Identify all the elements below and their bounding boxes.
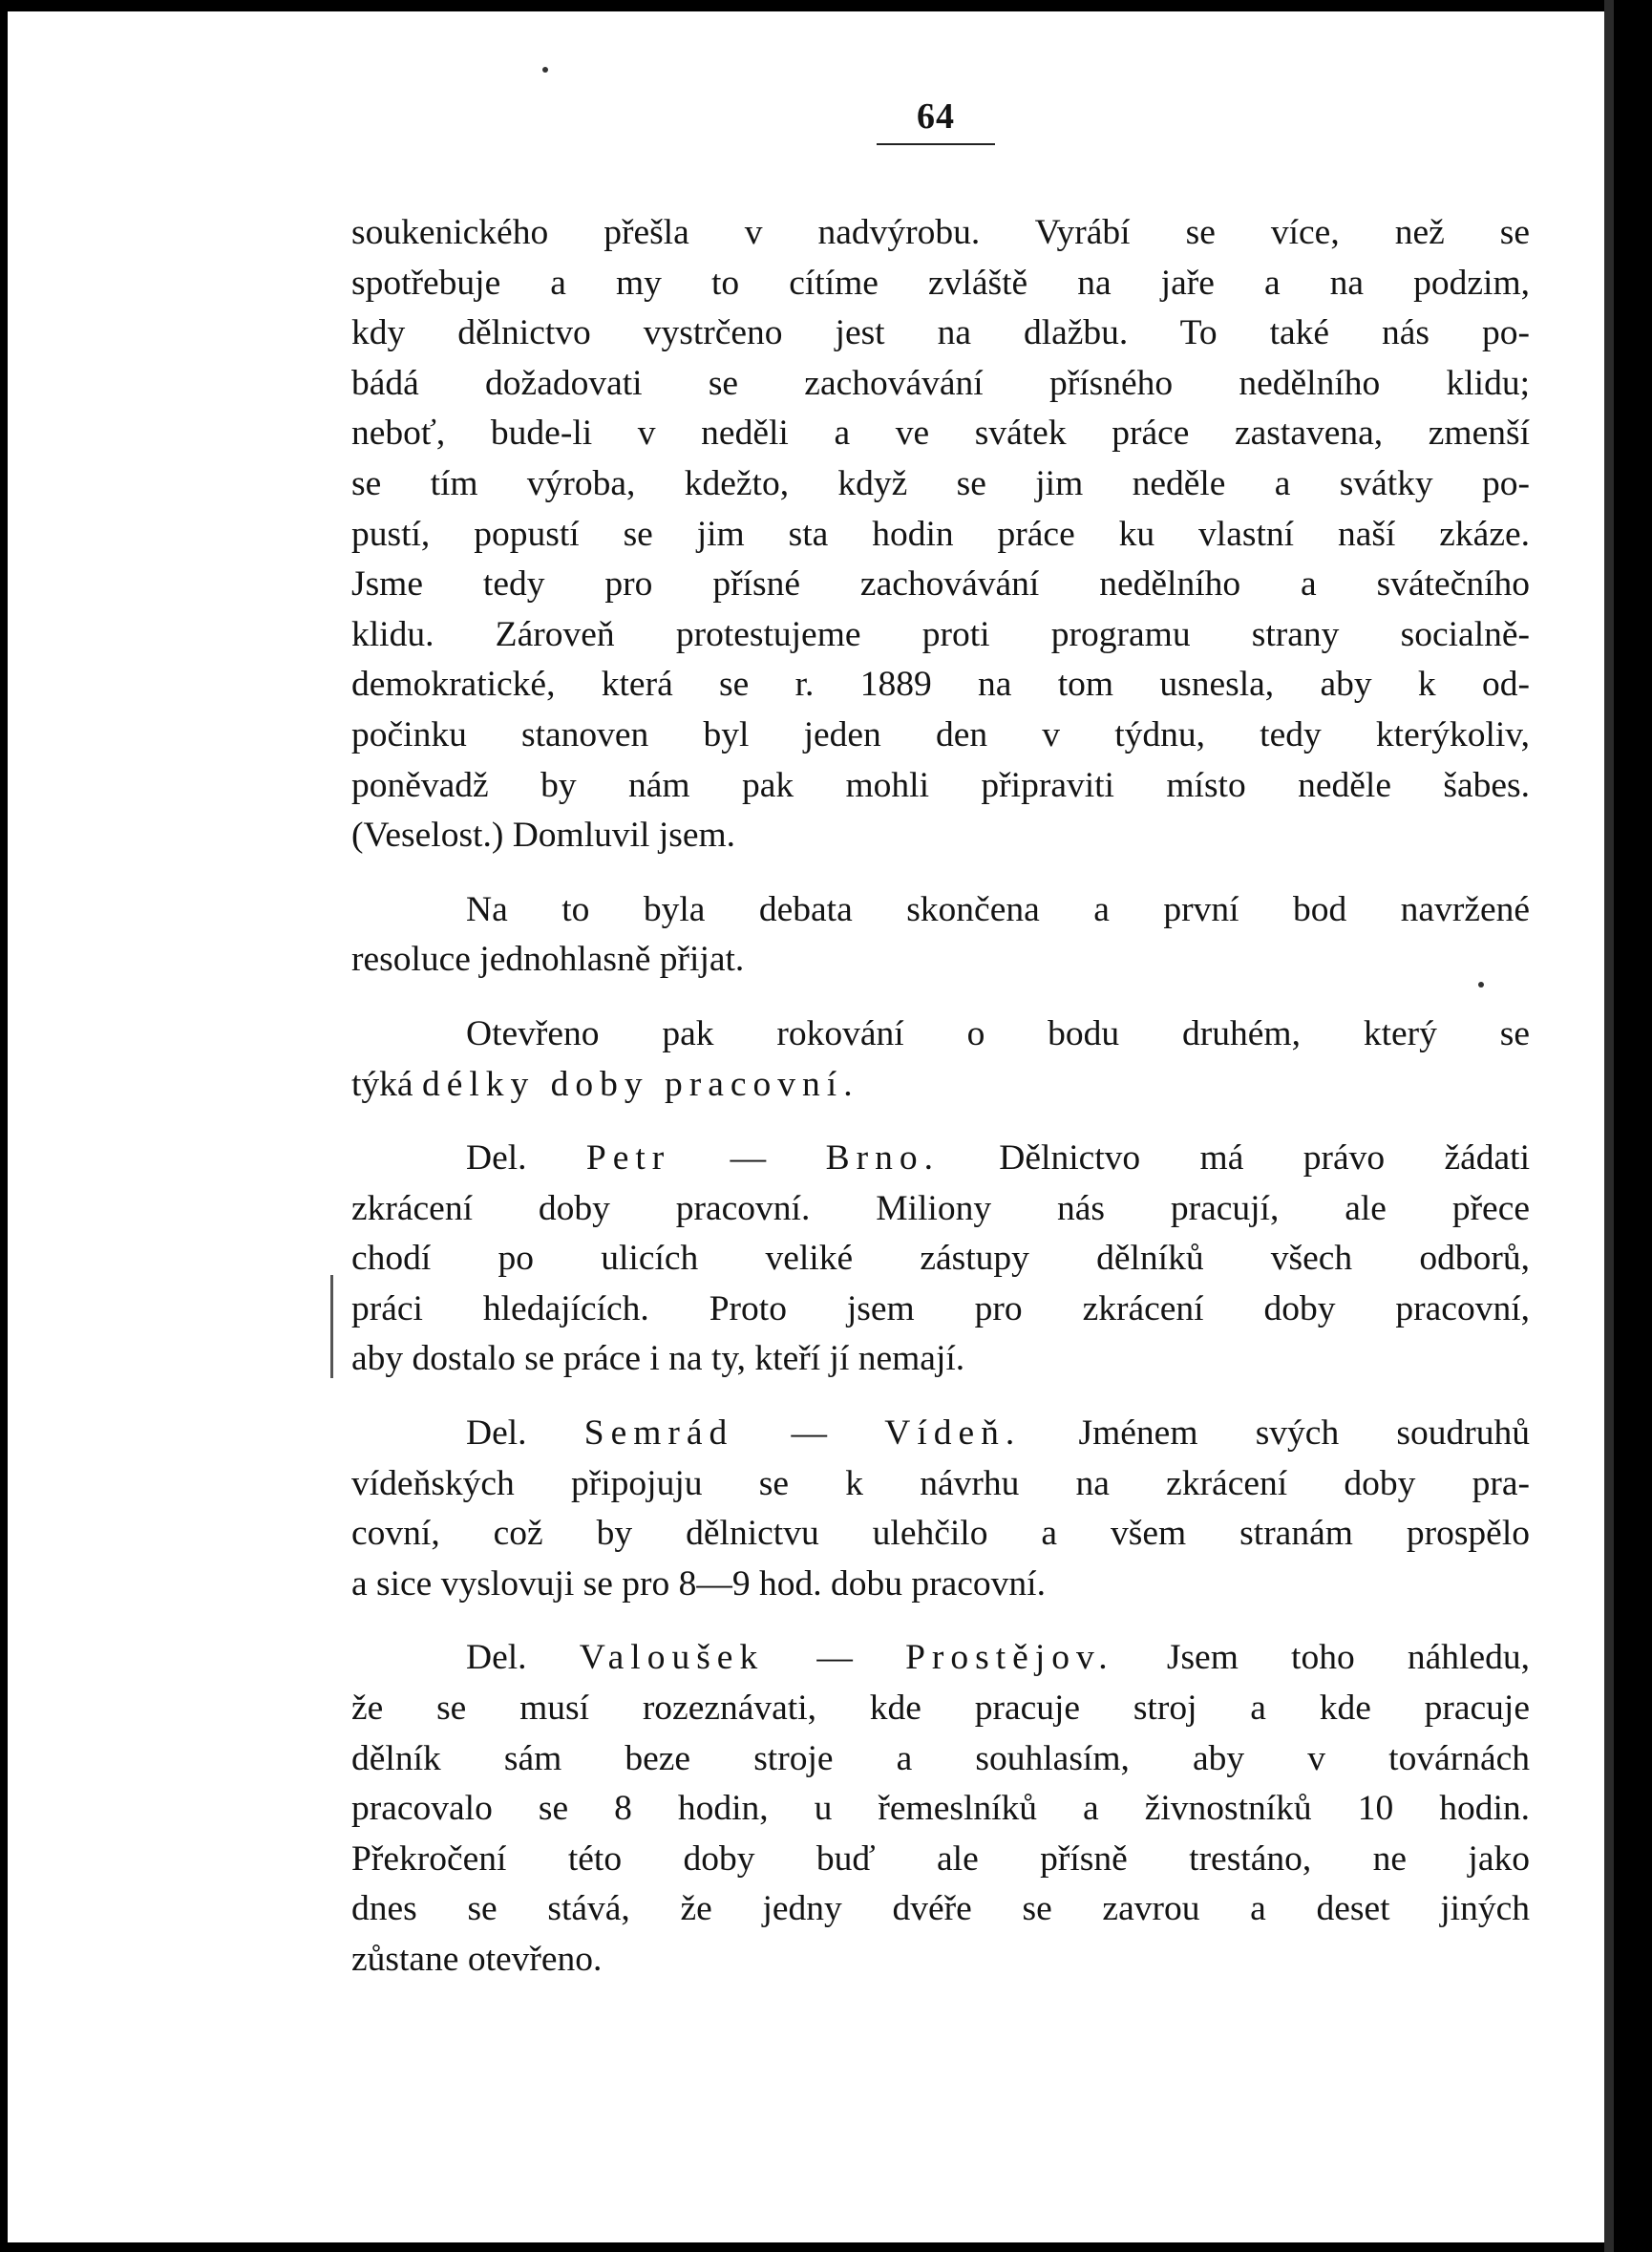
text-line: pracovalo se 8 hodin, u řemeslníků a živnostníků 10 hodin. [351, 1789, 1530, 1829]
speaker-name: Semrád [583, 1413, 734, 1454]
text-run: týká [351, 1064, 422, 1104]
delegate-prefix: Del. [466, 1638, 580, 1678]
delegate-prefix: Del. [466, 1138, 586, 1179]
text-line: Překročení této doby buď ale přísně trestáno, ne jako [351, 1838, 1530, 1879]
text-line: že se musí rozeznávati, kde pracuje stroj a kde pracuje [351, 1689, 1530, 1729]
text-line: se tím výroba, kdežto, když se jim neděle a svátky po- [351, 463, 1530, 503]
text-line: zůstane otevřeno. [351, 1940, 603, 1979]
text-line [351, 1633, 1530, 1684]
page-number-rule [877, 143, 995, 145]
text-line: spotřebuje a my to cítíme zvláště na jaře a na podzim, [351, 263, 1530, 303]
text-line: poněvadž by nám pak mohli připraviti místo neděle šabes. [351, 765, 1530, 805]
speaker-name: Petr [585, 1138, 671, 1179]
text-line: bádá dožadovati se zachovávání přísného nedělního klidu; [351, 363, 1530, 403]
text-line: chodí po ulicích veliké zástupy dělníků všech odborů, [351, 1239, 1530, 1279]
delegate-prefix: Del. [466, 1413, 584, 1454]
text-line: Na to byla debata skončena a první bod navržené [466, 889, 1530, 929]
text-line: Jsme tedy pro přísné zachovávání nedělního a svátečního [351, 564, 1530, 605]
dash: — [733, 1413, 885, 1454]
text-line: zkrácení doby pracovní. Miliony nás pracují, ale přece [351, 1188, 1530, 1228]
text-line: vídeňských připojuju se k návrhu na zkrácení doby pra- [351, 1463, 1530, 1503]
speaker-city: Brno. [825, 1138, 940, 1179]
text-line: (Veselost.) Domluvil jsem. [351, 816, 736, 856]
text-run: Jsem toho náhledu, [1113, 1638, 1530, 1678]
dash: — [670, 1138, 826, 1179]
text-line: Otevřeno pak rokování o bodu druhém, který se [466, 1013, 1530, 1053]
text-line: počinku stanoven byl jeden den v týdnu, tedy kterýkoliv, [351, 714, 1530, 754]
speech-paragraph [351, 1633, 1530, 1985]
scan-speck [542, 67, 548, 73]
text-line [351, 1134, 1530, 1184]
margin-mark [330, 1275, 333, 1378]
text-line: kdy dělnictvo vystrčeno jest na dlažbu. To také nás po- [351, 313, 1530, 353]
text-line: a sice vyslovuji se pro 8—9 hod. dobu pracovní. [351, 1563, 1046, 1604]
speaker-city: Vídeň. [884, 1413, 1022, 1454]
paragraph [351, 208, 1530, 861]
text-line: klidu. Zároveň protestujeme proti programu strany socialně- [351, 614, 1530, 654]
page-body [351, 208, 1530, 1986]
text-run: Jménem svých soudruhů [1021, 1413, 1530, 1454]
paragraph [351, 885, 1530, 986]
text-line [351, 1409, 1530, 1459]
text-line: demokratické, která se r. 1889 na tom usnesla, aby k od- [351, 665, 1530, 705]
spaced-emphasis: délky doby pracovní. [421, 1064, 859, 1104]
text-line: covní, což by dělnictvu ulehčilo a všem stranám prospělo [351, 1514, 1530, 1554]
page-number: 64 [917, 96, 955, 137]
text-line: pustí, popustí se jim sta hodin práce ku vlastní naší zkáze. [351, 514, 1530, 554]
text-run: Dělnictvo má právo žádati [939, 1138, 1531, 1179]
dash: — [764, 1638, 906, 1678]
speaker-city: Prostějov. [905, 1638, 1114, 1678]
scan-edge [1614, 0, 1652, 2252]
text-line: dělník sám beze stroje a souhlasím, aby v továrnách [351, 1738, 1530, 1778]
speech-paragraph [351, 1409, 1530, 1609]
scan-edge-shadow [1604, 0, 1614, 2252]
text-line [351, 1060, 1530, 1111]
speech-paragraph [351, 1134, 1530, 1385]
text-line: práci hledajících. Proto jsem pro zkrácení doby pracovní, [351, 1288, 1530, 1328]
speaker-name: Valoušek [579, 1638, 765, 1678]
text-line: resoluce jednohlasně přijat. [351, 940, 745, 980]
text-line: soukenického přešla v nadvýrobu. Vyrábí se více, než se [351, 213, 1530, 252]
text-line: neboť, bude-li v neděli a ve svátek práce zastavena, zmenší [351, 414, 1530, 454]
text-line: aby dostalo se práce i na ty, kteří jí nemají. [351, 1339, 965, 1379]
text-line: dnes se stává, že jedny dvéře se zavrou a deset jiných [351, 1889, 1530, 1929]
paragraph [351, 1009, 1530, 1110]
